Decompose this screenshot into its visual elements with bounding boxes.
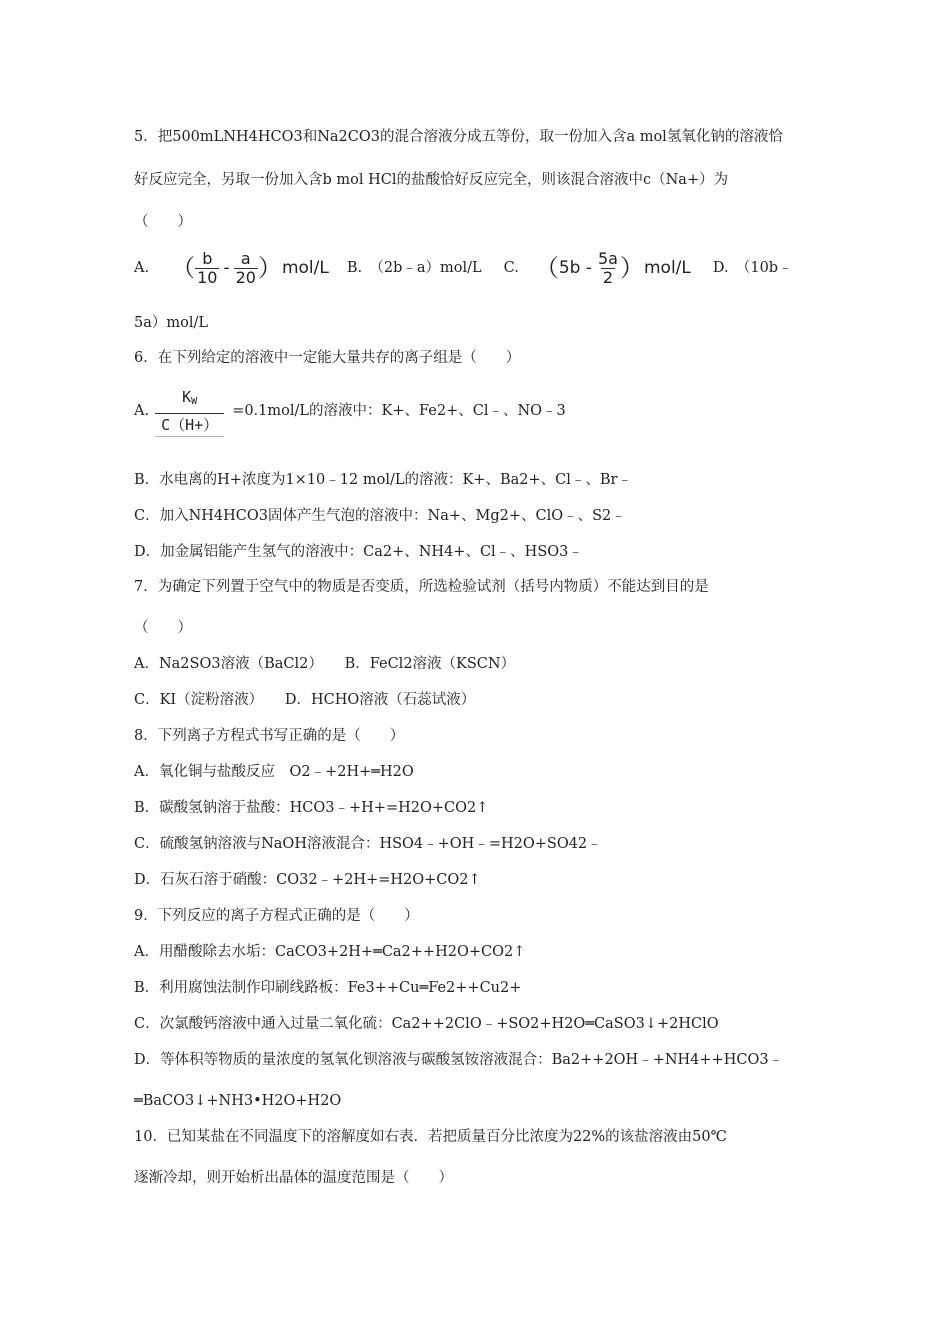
q6-option-a bbox=[134, 384, 566, 438]
q5-paren: （ ） bbox=[134, 214, 192, 230]
q5-option-a-formula: （ $\frac{b}{10}$ - $\frac{a}{20}$ ） mol/L bbox=[171, 248, 329, 287]
q9-option-b: B．利用腐蚀法制作印刷线路板：Fe3++Cu═Fe2++Cu2+ bbox=[134, 980, 522, 996]
q7-paren: （ ） bbox=[134, 620, 192, 636]
q8-stem: 8．下列离子方程式书写正确的是（ ） bbox=[134, 728, 405, 744]
q5-option-d-cont: 5a）mol/L bbox=[134, 315, 209, 331]
q10-line2: 逐渐冷却，则开始析出晶体的温度范围是（ ） bbox=[134, 1170, 453, 1186]
q9-option-c: C．次氯酸钙溶液中通入过量二氧化硫：Ca2++2ClO﹣+SO2+H2O═CaSO3↓+2HClO bbox=[134, 1016, 719, 1032]
q6-option-c: C．加入NH4HCO3固体产生气泡的溶液中：Na+、Mg2+、ClO﹣、S2﹣ bbox=[134, 508, 626, 524]
q10-line1: 10．已知某盐在不同温度下的溶解度如右表．若把质量百分比浓度为22%的该盐溶液由50℃ bbox=[134, 1129, 727, 1145]
q9-option-d-cont: ═BaCO3↓+NH3•H2O+H2O bbox=[134, 1093, 342, 1109]
q5-line1: 5．把500mLNH4HCO3和Na2CO3的混合溶液分成五等份，取一份加入含a mol氢氧化钠的溶液恰 bbox=[134, 129, 783, 145]
q7-options-ab: A．Na2SO3溶液（BaCl2） B．FeCl2溶液（KSCN） bbox=[134, 656, 516, 672]
q6-option-a-text: =0.1mol/L的溶液中：K+、Fe2+、Cl﹣、NO﹣3 bbox=[232, 403, 566, 419]
q5-option-c-label: C. bbox=[503, 260, 519, 276]
q5-option-c-formula: （ 5b - $\frac{5a}{2}$ ） mol/L bbox=[534, 248, 691, 287]
q6-stem: 6．在下列给定的溶液中一定能大量共存的离子组是（ ） bbox=[134, 350, 521, 366]
q6-option-d: D．加金属铝能产生氢气的溶液中：Ca2+、NH4+、Cl﹣、HSO3﹣ bbox=[134, 544, 583, 560]
q5-option-a-frac1: $\frac{b}{10}$ bbox=[197, 248, 218, 287]
q6-option-a-label: A. bbox=[134, 403, 150, 419]
q8-option-a: A．氧化铜与盐酸反应 O2﹣+2H+═H2O bbox=[134, 764, 414, 780]
q5-option-c-frac: $\frac{5a}{2}$ bbox=[598, 248, 618, 287]
q5-line2: 好反应完全，另取一份加入含b mol HCl的盐酸恰好反应完全，则该混合溶液中c（Na+）为 bbox=[134, 172, 729, 188]
q5-options bbox=[134, 246, 793, 290]
q5-option-b: B. （2b﹣a）mol/L bbox=[346, 260, 482, 276]
q8-option-d: D．石灰石溶于硝酸：CO32﹣+2H+=H2O+CO2↑ bbox=[134, 872, 481, 888]
q7-stem: 7．为确定下列置于空气中的物质是否变质，所选检验试剂（括号内物质）不能达到目的是 bbox=[134, 579, 709, 595]
q9-option-d: D．等体积等物质的量浓度的氢氧化钡溶液与碳酸氢铵溶液混合：Ba2++2OH﹣+NH4++HCO3﹣ bbox=[134, 1052, 784, 1068]
q9-stem: 9．下列反应的离子方程式正确的是（ ） bbox=[134, 908, 419, 924]
q8-option-b: B．碳酸氢钠溶于盐酸：HCO3﹣+H+=H2O+CO2↑ bbox=[134, 800, 489, 816]
q8-option-c: C．硫酸氢钠溶液与NaOH溶液混合：HSO4﹣+OH﹣=H2O+SO42﹣ bbox=[134, 836, 602, 852]
q6-option-b: B．水电离的H+浓度为1×10﹣12 mol/L的溶液：K+、Ba2+、Cl﹣、Br﹣ bbox=[134, 472, 632, 488]
q6-option-a-frac: $\frac{K_W}{C(H+)}$ bbox=[155, 386, 224, 437]
q5-option-a-frac2: $\frac{a}{20}$ bbox=[235, 248, 256, 287]
q7-options-cd: C．KI（淀粉溶液） D．HCHO溶液（石蕊试液） bbox=[134, 692, 476, 708]
q9-option-a: A．用醋酸除去水垢：CaCO3+2H+═Ca2++H2O+CO2↑ bbox=[134, 944, 526, 960]
q5-option-d: D. （10b﹣ bbox=[712, 260, 793, 276]
q5-option-a-label: A. bbox=[134, 260, 150, 276]
